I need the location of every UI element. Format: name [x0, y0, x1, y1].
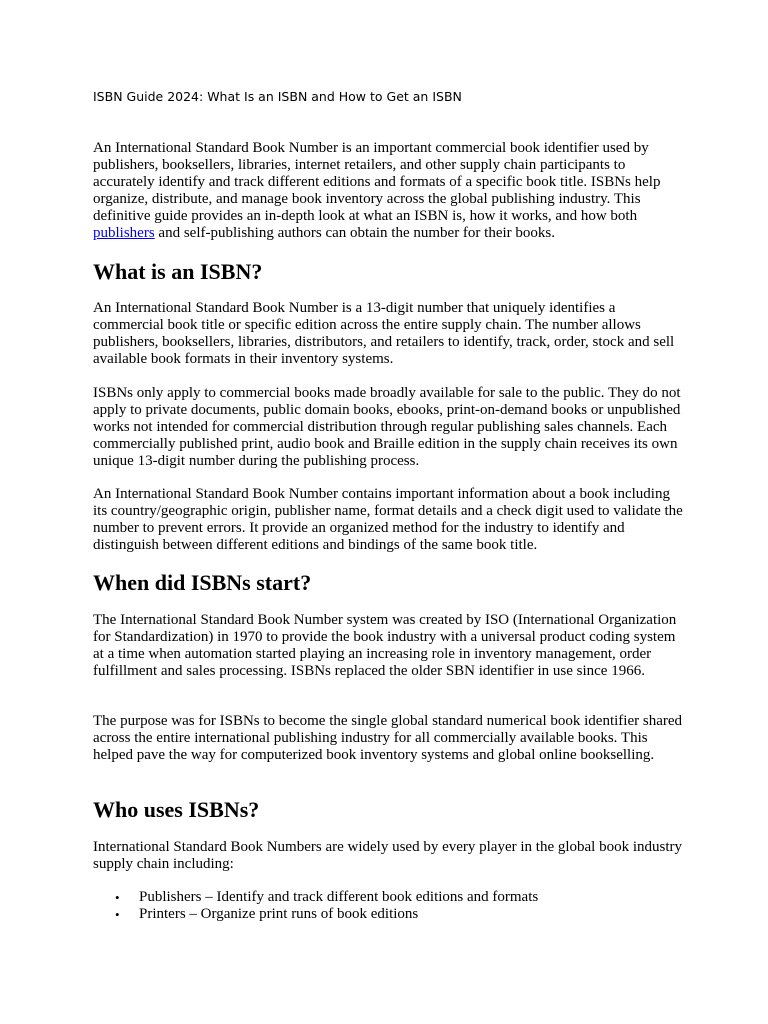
list-item [93, 889, 683, 906]
section-paragraph: The purpose was for ISBNs to become the single global standard numerical book identifier shared across the entire international publishing industry for all commercially available books. This helped pave the way for computerized book inventory systems and global online bookselling. [93, 713, 683, 763]
section-paragraph: ISBNs only apply to commercial books made broadly available for sale to the public. They do not apply to private documents, public domain books, ebooks, print-on-demand books or unpublished works not intended for commercial distribution through regular publishing sales channels. Each commercially published print, audio book and Braille edition in the supply chain receives its own unique 13-digit number during the publishing process. [93, 385, 681, 469]
section-paragraph: International Standard Book Numbers are widely used by every player in the global book industry supply chain including: [93, 839, 683, 872]
section-paragraph: The International Standard Book Number system was created by ISO (International Organization for Standardization) in 1970 to provide the book industry with a universal product coding system at a time when automation started playing an increasing role in inventory management, order fulfillment and sales processing. ISBNs replaced the older SBN identifier in use since 1966. [93, 612, 677, 679]
intro-text-start: An International Standard Book Number is an important commercial book identifier used by publishers, booksellers, libraries, internet retailers, and other supply chain participants to accurately identify and track different editions and formats of a specific book title. ISBNs help organize, distribute, and manage book inventory across the global publishing industry. This definitive guide provides an in-depth look at what an ISBN is, how it works, and how both [93, 140, 661, 224]
section-paragraph: An International Standard Book Number contains important information about a book including its country/geographic origin, publisher name, format details and a check digit used to validate the number to prevent errors. It provide an organized method for the industry to identify and distinguish between different editions and bindings of the same book title. [93, 486, 683, 553]
intro-paragraph [93, 140, 683, 242]
list-item [93, 906, 683, 923]
section-heading-when-did-isbns-start: When did ISBNs start? [93, 570, 312, 595]
publishers-link[interactable]: publishers [93, 225, 155, 241]
intro-text-end: and self-publishing authors can obtain the number for their books. [154, 225, 555, 241]
section-heading-who-uses-isbns: Who uses ISBNs? [93, 797, 260, 822]
bullet-icon: • [115, 907, 120, 922]
section-paragraph: An International Standard Book Number is a 13-digit number that uniquely identifies a commercial book title or specific edition across the entire supply chain. The number allows publishers, booksellers, libraries, distributors, and retailers to identify, track, order, stock and sell available book formats in their inventory systems. [93, 300, 675, 367]
section-heading-what-is-isbn: What is an ISBN? [93, 259, 263, 284]
document-title: ISBN Guide 2024: What Is an ISBN and How to Get an ISBN [93, 89, 462, 104]
uses-bullet-list [93, 889, 683, 923]
list-item-text: Printers – Organize print runs of book editions [139, 906, 419, 922]
bullet-icon: • [115, 890, 120, 905]
list-item-text: Publishers – Identify and track different book editions and formats [139, 889, 539, 905]
